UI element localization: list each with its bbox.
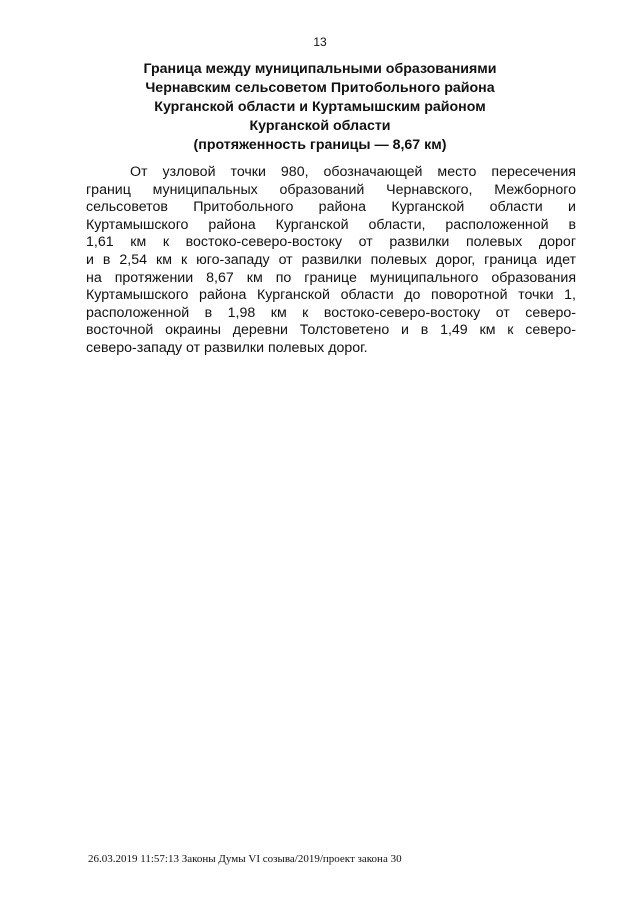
paragraph-line: северо-западу от развилки полевых дорог. <box>86 339 368 356</box>
paragraph-line: Куртамышского района Курганской области до поворотной точки 1, <box>86 287 576 304</box>
paragraph-line: расположенной в 1,98 км к востоко-северо-востоку от северо- <box>86 304 576 321</box>
heading-line: Курганской области и Куртамышским районом <box>154 99 486 115</box>
paragraph-line: и в 2,54 км к юго-западу от развилки полевых дорог, граница идет <box>86 251 576 268</box>
paragraph-line: От узловой точки 980, обозначающей место пересечения <box>130 164 576 180</box>
page-number: 13 <box>313 35 327 49</box>
footer-metadata: 26.03.2019 11:57:13 Законы Думы VI созыва/2019/проект закона 30 <box>88 853 402 865</box>
heading-line: (протяженность границы — 8,67 км) <box>193 137 447 153</box>
heading-line: Чернавским сельсоветом Притобольного района <box>145 80 495 96</box>
heading-line: Курганской области <box>249 118 391 134</box>
paragraph-line: сельсоветов Притобольного района Курганской области и <box>86 199 576 216</box>
document-heading <box>80 60 560 155</box>
heading-line: Граница между муниципальными образованиями <box>143 61 497 77</box>
paragraph-line: восточной окраины деревни Толстоветено и в 1,49 км к северо- <box>86 322 576 339</box>
paragraph-line: на протяжении 8,67 км по границе муниципального образования <box>86 269 576 286</box>
body-paragraph <box>86 164 576 358</box>
paragraph-line: границ муниципальных образований Чернавского, Межборного <box>86 181 576 198</box>
paragraph-line: 1,61 км к востоко-северо-востоку от развилки полевых дорог <box>86 234 576 251</box>
paragraph-line: Куртамышского района Курганской области, расположенной в <box>86 216 576 233</box>
